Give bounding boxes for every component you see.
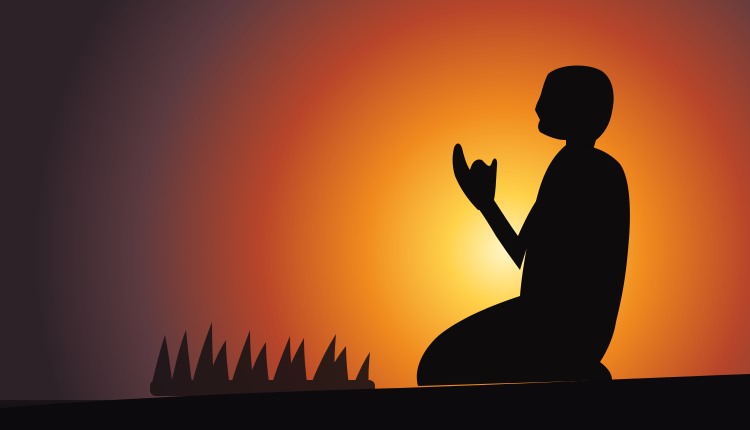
foreground-shadow [0,400,750,430]
